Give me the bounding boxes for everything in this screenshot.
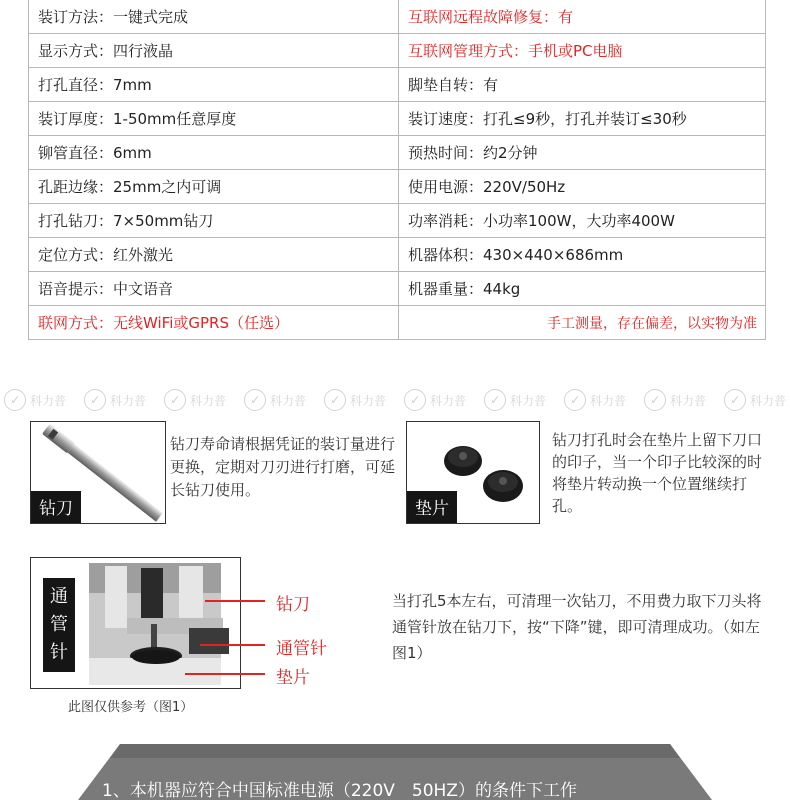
spec-right: 功率消耗：小功率100W，大功率400W <box>399 204 766 238</box>
spec-right: 互联网管理方式：手机或PC电脑 <box>399 34 766 68</box>
needle-callout-line <box>200 644 265 646</box>
pad-callout-label: 垫片 <box>276 668 310 688</box>
spec-row <box>29 0 766 34</box>
watermark-logo-icon: ✓ <box>404 389 426 411</box>
watermark-item <box>644 385 706 415</box>
pad-image-box <box>406 421 540 524</box>
spec-right: 使用电源：220V/50Hz <box>399 170 766 204</box>
spec-row <box>29 136 766 170</box>
spec-left: 显示方式：四行液晶 <box>29 34 399 68</box>
drill-callout-label: 钻刀 <box>276 595 310 615</box>
spec-row <box>29 272 766 306</box>
watermark-text: 科力普 <box>670 393 707 408</box>
spec-row <box>29 102 766 136</box>
watermark-logo-icon: ✓ <box>564 389 586 411</box>
watermark-logo-icon: ✓ <box>644 389 666 411</box>
spec-row <box>29 238 766 272</box>
spec-table <box>28 0 766 340</box>
drill-callout-line <box>205 600 265 602</box>
watermark-text: 科力普 <box>430 393 467 408</box>
spec-row <box>29 170 766 204</box>
watermark-item <box>404 385 466 415</box>
spec-right: 机器重量：44kg <box>399 272 766 306</box>
spec-right: 装订速度：打孔≤9秒，打孔并装订≤30秒 <box>399 102 766 136</box>
watermark-item <box>564 385 626 415</box>
needle-callout-label: 通管针 <box>276 639 327 659</box>
pad-description: 钻刀打孔时会在垫片上留下刀口的印子，当一个印子比较深的时将垫片转动换一个位置继续打孔。 <box>552 431 763 515</box>
watermark-text: 科力普 <box>110 393 147 408</box>
watermark-text: 科力普 <box>30 393 67 408</box>
spec-left: 联网方式：无线WiFi或GPRS（任选） <box>29 306 399 340</box>
watermark-logo-icon: ✓ <box>84 389 106 411</box>
spec-right-note: 手工测量，存在偏差，以实物为准 <box>399 306 766 340</box>
watermark-text: 科力普 <box>590 393 627 408</box>
spec-left: 定位方式：红外激光 <box>29 238 399 272</box>
spec-left: 孔距边缘：25mm之内可调 <box>29 170 399 204</box>
drill-description: 钻刀寿命请根据凭证的装订量进行更换，定期对刀刃进行打磨，可延长钻刀使用。 <box>170 435 396 499</box>
spec-row <box>29 306 766 340</box>
figure-box <box>30 557 241 689</box>
needle-tag: 通管针 <box>43 578 75 672</box>
spec-left: 语音提示：中文语音 <box>29 272 399 306</box>
watermark-strip <box>0 385 790 415</box>
cleaning-instruction: 当打孔5本左右，可清理一次钻刀，不用费力取下刀头将通管针放在钻刀下，按“下降”键，即可清理成功。（如左图1） <box>392 592 762 662</box>
watermark-text: 科力普 <box>190 393 227 408</box>
spec-row <box>29 204 766 238</box>
watermark-text: 科力普 <box>350 393 387 408</box>
watermark-logo-icon: ✓ <box>244 389 266 411</box>
watermark-logo-icon: ✓ <box>164 389 186 411</box>
watermark-text: 科力普 <box>510 393 547 408</box>
watermark-logo-icon: ✓ <box>484 389 506 411</box>
watermark-item <box>244 385 306 415</box>
watermark-text: 科力普 <box>750 393 787 408</box>
spec-right: 脚垫自转：有 <box>399 68 766 102</box>
spec-left: 打孔钻刀：7×50mm钻刀 <box>29 204 399 238</box>
spec-right: 互联网远程故障修复：有 <box>399 0 766 34</box>
watermark-logo-icon: ✓ <box>4 389 26 411</box>
watermark-item <box>724 385 786 415</box>
watermark-logo-icon: ✓ <box>724 389 746 411</box>
drill-tag: 钻刀 <box>31 491 81 523</box>
spec-right: 机器体积：430×440×686mm <box>399 238 766 272</box>
watermark-item <box>164 385 226 415</box>
watermark-item <box>324 385 386 415</box>
spec-left: 装订厚度：1-50mm任意厚度 <box>29 102 399 136</box>
spec-left: 装订方法：一键式完成 <box>29 0 399 34</box>
watermark-item <box>84 385 146 415</box>
pad-callout-line <box>185 673 265 675</box>
watermark-item <box>4 385 66 415</box>
drill-image-box <box>30 421 166 524</box>
spec-row <box>29 68 766 102</box>
spec-left: 铆管直径：6mm <box>29 136 399 170</box>
pad-tag: 垫片 <box>407 491 457 523</box>
notice-item-1: 1、本机器应符合中国标准电源（220V 50HZ）的条件下工作 <box>102 781 577 801</box>
spec-row <box>29 34 766 68</box>
watermark-logo-icon: ✓ <box>324 389 346 411</box>
watermark-text: 科力普 <box>270 393 307 408</box>
spec-right: 预热时间：约2分钟 <box>399 136 766 170</box>
watermark-item <box>484 385 546 415</box>
spec-left: 打孔直径：7mm <box>29 68 399 102</box>
spec-table-body <box>29 0 766 340</box>
figure-caption: 此图仅供参考（图1） <box>68 700 194 715</box>
